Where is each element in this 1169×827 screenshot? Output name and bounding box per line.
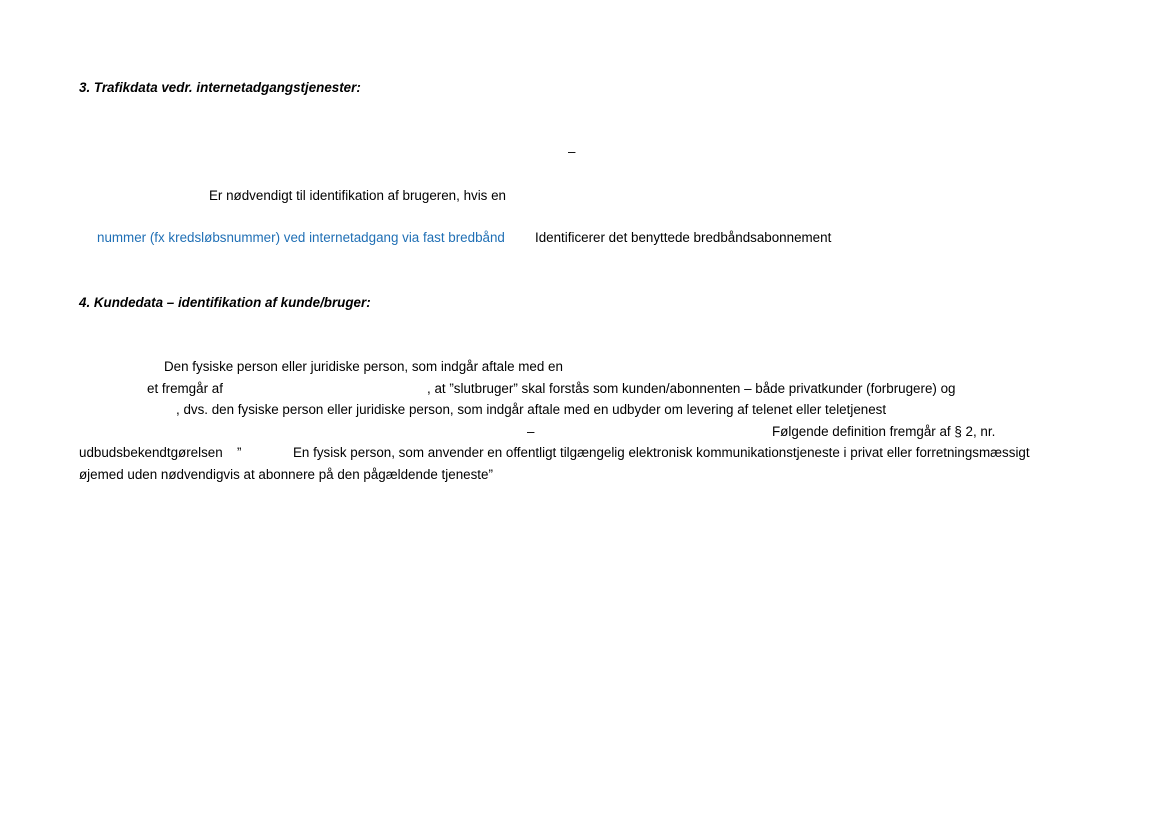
section-4-line-5b: En fysisk person, som anvender en offentligt tilgængelig elektronisk kommunikationstjeneste i privat eller forretningsmæssigt xyxy=(293,445,1030,460)
section-4-line-2b: , at ”slutbruger” skal forstås som kunden/abonnenten – både privatkunder (forbrugere) og xyxy=(427,381,956,396)
section-4-line-4-dash: – xyxy=(527,424,535,439)
section-4-definition-text: Følgende definition fremgår af § 2, nr. xyxy=(772,424,996,439)
section-4-line-3: , dvs. den fysiske person eller juridiske person, som indgår aftale med en udbyder om levering af telenet eller teletjenest xyxy=(176,402,887,417)
circuit-number-link[interactable]: nummer (fx kredsløbsnummer) ved internetadgang via fast bredbånd xyxy=(97,230,505,245)
section-4-line-6: øjemed uden nødvendigvis at abonnere på den pågældende tjeneste” xyxy=(79,467,493,482)
section-4-line-5-quote: ” xyxy=(237,445,242,460)
section-3-identifies-text: Identificerer det benyttede bredbåndsabonnement xyxy=(535,230,832,245)
section-4-line-1: Den fysiske person eller juridiske person, som indgår aftale med en xyxy=(164,359,563,374)
section-3-dash: – xyxy=(568,144,576,159)
section-3-required-text: Er nødvendigt til identifikation af brugeren, hvis en xyxy=(209,188,506,203)
section-4-line-5a: udbudsbekendtgørelsen xyxy=(79,445,223,460)
section-3-heading: 3. Trafikdata vedr. internetadgangstjenester: xyxy=(79,80,361,95)
section-4-heading: 4. Kundedata – identifikation af kunde/bruger: xyxy=(79,295,371,310)
section-4-line-2a: et fremgår af xyxy=(147,381,223,396)
